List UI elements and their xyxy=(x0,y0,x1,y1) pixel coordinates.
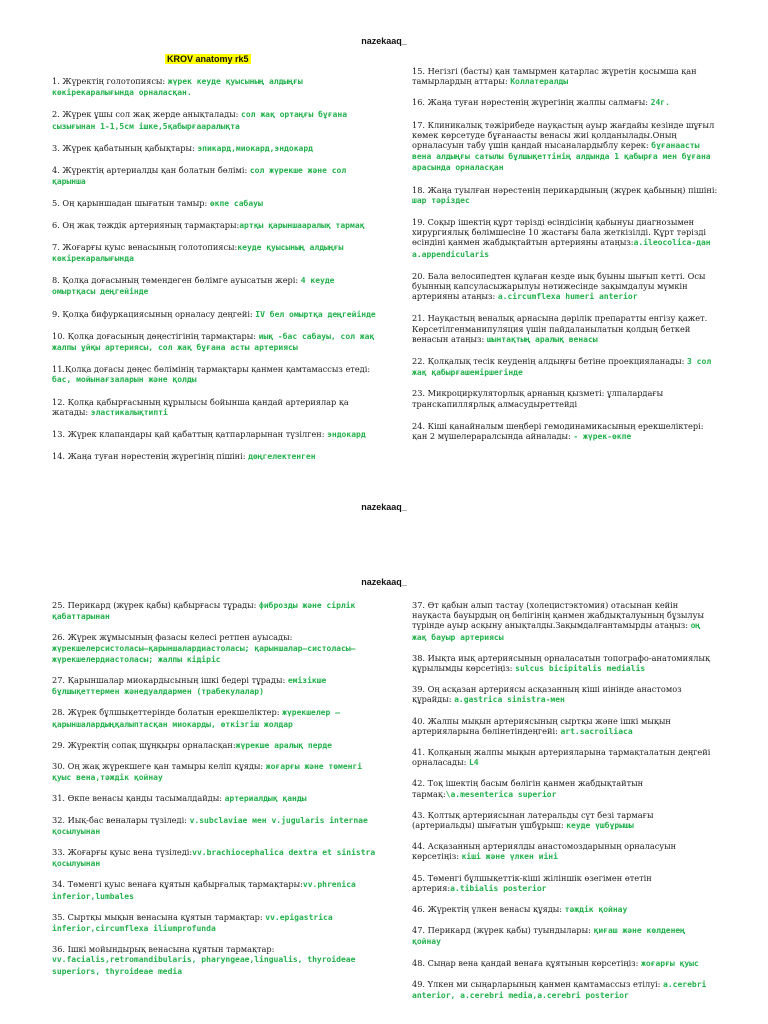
question-item xyxy=(52,879,380,901)
page-header: nazekaaq_ xyxy=(361,36,407,46)
question-text: 22. Қолқалық тесік кеуденің алдыңғы бетіне проекцияланады: xyxy=(412,356,688,367)
page-header: nazekaaq_ xyxy=(361,577,407,587)
question-text: 5. Оң қарыншадан шығатын тамыр: xyxy=(52,198,210,209)
answer-text: Коллатералды xyxy=(510,77,569,87)
question-item xyxy=(52,397,380,418)
question-text: 17. Клиникалық тәжірибеде науқастың ауыр жағдайы кезінде шұғыл көмек көрсетуде бұғанаасты венасы жиі қолданылады.Оның орналасуын табу үшін қандай нысаналардыблу керек: xyxy=(412,119,715,151)
question-text: 26. Жүрек жұмысының фазасы келесі ретпен ауысады: xyxy=(52,632,293,643)
answer-text: vv.facialis,retromandibularis, pharyngeae,lingualis, thyroideae superiors, thyroideae media xyxy=(52,955,356,976)
question-item xyxy=(412,810,718,831)
question-text: 16. Жаңа туған нәрестенің жүрегінің жалпы салмағы: xyxy=(412,97,651,108)
answer-text: иық -бас сабауы, сол жақ жалпы ұйқы артериясы, сол жақ бұғана асты артериясы xyxy=(52,331,375,353)
question-text: 1. Жүректің голотопиясы: xyxy=(52,76,168,86)
question-item xyxy=(52,944,380,977)
question-item xyxy=(52,793,380,804)
answer-text: артқы қарыншааралық тармақ xyxy=(239,220,365,230)
question-text: 6. Оң жақ тәждік артерияның тармақтары: xyxy=(52,219,240,230)
question-text: 37. Өт қабын алып тастау (холецистэктомия) отасынан кейін науқаста бауырдың оң бөлігінің қанмен жабдықталуының бұзылуы түрінде ауыр асқыну анықталды.Зақымдалғантамырды атаңыз: xyxy=(412,600,704,631)
question-item xyxy=(412,271,718,303)
answer-text: vv.phrenica inferior,lumbales xyxy=(52,880,356,901)
question-text: 34. Төменгі қуыс венаға құятын қабырғалық тармақтары: xyxy=(52,879,303,890)
question-text: 12. Қолқа қабырғасының құрылысы бойынша қандай артериялар қа жатады: xyxy=(52,396,349,417)
answer-text: sulcus bicipitalis medialis xyxy=(515,664,646,674)
question-text: 43. Қолтық артериясынан латеральды сүт безі тармағы (артериальды) шығатын үшбұрыш: xyxy=(412,809,654,831)
answer-text: жүрекшелерсистоласы–қарыншалардиастоласы; қарыншалар–систоласы–жүрекшелердиастоласы; жалпы кідіріс xyxy=(52,643,356,664)
answer-text: жүрекшелер –қарыншалардыңқалыптасқан миокарды, өткізгіш жолдар xyxy=(52,708,340,729)
question-item xyxy=(412,356,718,378)
question-text: 27. Қарыншалар миокардысының ішкі бедері тұрады: xyxy=(52,675,288,686)
question-item xyxy=(412,600,718,643)
question-item xyxy=(412,185,718,206)
answer-text: емізікше бұлшықеттермен жәнедуалдармен (трабекулалар) xyxy=(52,676,327,697)
question-item xyxy=(52,675,380,697)
question-text: 4. Жүректің артериалды қан болатын бөлімі: xyxy=(52,165,250,176)
question-text: 23. Микроциркуляторлық арнаның қызметі: ұлпалардағы транскапиллярлық алмасудыреттейді xyxy=(412,388,664,409)
question-text: 2. Жүрек ұшы сол жақ жерде анықталады: xyxy=(52,109,242,120)
page-footer: nazekaaq_ xyxy=(361,502,407,512)
question-item xyxy=(52,707,380,729)
question-item xyxy=(412,747,718,768)
question-text: 7. Жоғарғы қуыс венасының голотопиясы: xyxy=(52,241,238,252)
question-text: 42. Тоқ ішектің басым бөлігін қанмен жабдықтайтын тармақ: xyxy=(412,778,644,799)
answer-text: бас, мойынағзаларын және қолды xyxy=(52,375,197,385)
question-item xyxy=(52,632,380,665)
question-item xyxy=(52,76,380,98)
question-text: 39. Оң асқазан артериясы асқазанның кіші иінінде анастомоз құрайды: xyxy=(412,684,682,705)
question-text: 3. Жүрек қабатының қабықтары: xyxy=(52,142,198,153)
question-text: 35. Сыртқы мықын венасына құятын тармақтар: xyxy=(52,911,266,922)
answer-text: сол жақ ортаңғы бұғана сызығынан 1-1,5см ішке,5қабырғааралықта xyxy=(52,110,348,131)
question-item xyxy=(52,275,380,297)
question-item xyxy=(412,925,718,947)
question-text: 40. Жалпы мықын артериясының сыртқы және ішкі мықын артерияларына бөлінетіндеңгейі: xyxy=(412,715,671,736)
answer-text: кеуде үшбұрышы xyxy=(566,821,634,831)
question-text: 38. Иықта иық артериясының орналасатын топографо-анатомиялық құрылымды көрсетіңіз: xyxy=(412,652,710,674)
answer-text: a.gastrica sinistra-мен xyxy=(454,695,565,705)
question-text: 14. Жаңа туған нәрестенің жүрегінің пішіні: xyxy=(52,451,249,462)
answer-text: жоғарғы және төменгі қуыс вена,тәждік қойнау xyxy=(52,762,363,783)
question-item xyxy=(412,873,718,894)
question-item xyxy=(52,815,380,837)
question-item xyxy=(412,421,718,442)
question-item xyxy=(52,109,380,131)
answer-text: 24г. xyxy=(650,98,670,108)
answer-text: қиғаш және көлденең қойнау xyxy=(412,926,686,947)
answer-text: эндокард xyxy=(327,430,366,440)
question-item xyxy=(52,451,380,462)
answer-text: бұғанаасты вена алдыңғы сатылы бұлшықеттінің алдында 1 қабырға мен бұғана арасында орналасқан xyxy=(412,141,711,173)
question-item xyxy=(412,120,718,174)
question-text: 47. Перикард (жүрек қабы) туындылары: xyxy=(412,925,594,936)
question-item xyxy=(412,388,718,409)
answer-text: жүрекше аралық перде xyxy=(235,740,332,750)
doc-title: KROV anatomy rk5 xyxy=(167,54,249,64)
answer-text: артериалдық қанды xyxy=(224,794,307,804)
answer-text: фиброзды және сірлік қабаттарынан xyxy=(52,601,356,622)
answer-text: тәждік қойнау xyxy=(564,905,628,915)
question-text: 31. Өкпе венасы қанды тасымалдайды: xyxy=(52,793,225,804)
left-column xyxy=(52,600,380,977)
question-item xyxy=(52,429,380,440)
answer-text: шынтақтың аралық венасы xyxy=(486,334,598,344)
question-text: 21. Науқастың веналық арнасына дәрілік препаратты енгізу қажет. Көрсетілгенманипуляция үшін пайдаланылатын қолдың беткей венасын атаңыз: xyxy=(412,313,708,344)
question-item xyxy=(52,309,380,320)
question-text: 45. Төменгі бұлшықеттік-кіші жіліншік өзегімен өтетін артерия: xyxy=(412,872,652,893)
question-item xyxy=(412,716,718,737)
answer-text: дөңгелектенген xyxy=(248,452,316,462)
question-item xyxy=(52,165,380,187)
answer-text: \a.mesenterica superior xyxy=(445,789,557,799)
question-text: 48. Сыңар вена қандай венаға құятынын көрсетіңіз: xyxy=(412,957,642,968)
answer-text: жоғарғы қуыс xyxy=(641,958,699,968)
answer-text: кеуде қуысының алдыңғы көкірекаралығында xyxy=(52,242,344,264)
question-item xyxy=(52,220,380,231)
question-text: 19. Соқыр ішектің құрт тәрізді өсіндісінің қабынуы диагнозымен хирургиялық бөлімшесіне 10 жастағы бала жеткізілді. Құрт тәрізді өсіндіні қанмен жабдықтайтын артерияны атаңыз: xyxy=(412,217,706,248)
question-item xyxy=(412,904,718,915)
question-item xyxy=(412,684,718,705)
question-text: 8. Қолқа доғасының төмендеген бөлімге ауысатын жері: xyxy=(52,275,301,286)
answer-text: кіші және үлкен иіні xyxy=(461,852,558,862)
question-text: 15. Негізгі (басты) қан тамырмен қатарлас жүретін қосымша қан тамырлардың аттары: xyxy=(412,66,697,87)
answer-text: vv.epigastrica inferior,circumflexa iliumprofunda xyxy=(52,912,333,934)
question-text: 46. Жүректің үлкен венасы құяды: xyxy=(412,904,565,915)
answer-text: 4 кеуде омыртқасы деңгейінде xyxy=(52,276,335,297)
question-item xyxy=(412,841,718,862)
answer-text: эластикалықтипті xyxy=(90,407,168,417)
question-text: 30. Оң жақ жүрекшеге қан тамыры келіп құяды: xyxy=(52,761,266,772)
question-text: 11.Қолқа доғасы дөңес бөлімінің тармақтары қанмен қамтамассыз етеді: xyxy=(52,364,371,375)
answer-text: a.ileocolica-дан a.appendicularis xyxy=(412,238,711,259)
question-text: 20. Бала велосипедтен құлаған кезде иық буыны шығып кетті. Осы буынның капсуласыжарылуы нәтижесінде зақымдалуы мүмкін артерияны атаңыз: xyxy=(412,270,706,302)
question-item xyxy=(52,761,380,783)
answer-text: v.subclaviae мен v.jugularis internae қосылуынан xyxy=(52,815,368,836)
question-text: 13. Жүрек клапандары қай қабаттың қатпарларынан түзілген: xyxy=(52,429,328,440)
question-text: 10. Қолқа доғасының дөңестігінің тармақтары: xyxy=(52,330,259,341)
question-text: 49. Үлкен ми сыңарларының қанмен қамтамассыз етілуі: xyxy=(412,978,664,989)
question-item xyxy=(52,912,380,934)
answer-text: L4 xyxy=(468,758,479,768)
question-item xyxy=(52,600,380,622)
answer-text: эпикард,миокард,эндокард xyxy=(197,143,313,153)
answer-text: a.circumflexa humeri anterior xyxy=(497,292,638,302)
question-text: 33. Жоғарғы қуыс вена түзіледі: xyxy=(52,847,193,858)
question-text: 36. Ішкі мойындырық венасына құятын тармақтар: xyxy=(52,944,275,955)
question-item xyxy=(52,847,380,869)
question-item xyxy=(412,217,718,260)
question-item xyxy=(52,143,380,154)
question-text: 9. Қолқа бифуркациясының орналасу деңгейі: xyxy=(52,308,256,319)
left-column xyxy=(52,76,380,462)
question-item xyxy=(412,653,718,674)
answer-text: сол жүрекше және сол қарынша xyxy=(52,166,347,187)
question-text: 18. Жаңа туылған нәрестенің перикардының (жүрек қабының) пішіні: xyxy=(412,184,718,195)
question-item xyxy=(412,313,718,345)
answer-text: vv.brachiocephalica dextra et sinistra қосылуынан xyxy=(52,848,376,869)
answer-text: a.tibialis posterior xyxy=(450,883,547,893)
right-column xyxy=(412,600,718,1001)
question-item xyxy=(52,740,380,751)
question-item xyxy=(412,778,718,799)
question-text: 25. Перикард (жүрек қабы) қабырғасы тұрады: xyxy=(52,600,260,610)
right-column xyxy=(412,66,718,442)
answer-text: оң жақ бауыр артериясы xyxy=(412,621,701,642)
question-item xyxy=(52,364,380,385)
question-item xyxy=(412,958,718,969)
question-item xyxy=(52,198,380,209)
answer-text: 3 сол жақ қабырғашеміршегінде xyxy=(412,357,712,378)
answer-text: өкпе сабауы xyxy=(209,199,263,209)
question-item xyxy=(52,242,380,264)
question-item xyxy=(52,331,380,353)
answer-text: art.sacroiliaca xyxy=(560,726,633,736)
answer-text: шар тәріздес xyxy=(412,195,470,205)
question-item xyxy=(412,97,718,108)
answer-text: - жүрек-өкпе xyxy=(573,432,632,442)
question-item xyxy=(412,979,718,1001)
question-text: 24. Кіші қанайналым шеңбері гемодинамикасының ерекшеліктері: қан 2 мүшелераралсында айналады: xyxy=(412,420,704,442)
question-text: 44. Асқазанның артериялды анастомоздарының орналасуын көрсетіңіз: xyxy=(412,841,677,862)
question-item xyxy=(412,66,718,87)
page-2 xyxy=(0,512,768,1024)
question-text: 41. Қолқаның жалпы мықын артерияларына тармақталатын деңгейі орналасады: xyxy=(412,747,711,768)
question-text: 28. Жүрек бұлшықеттерінде болатын ерекшеліктер: xyxy=(52,707,283,718)
question-text: 32. Иық-бас веналары түзіледі: xyxy=(52,814,190,825)
answer-text: IV бел омыртқа деңгейінде xyxy=(255,309,376,319)
answer-text: a.cerebri anterior, a.cerebri media,a.cerebri posterior xyxy=(412,979,707,1001)
answer-text: жүрек кеуде қуысының алдыңғы көкірекаралығында орналасқан. xyxy=(52,77,303,98)
question-text: 29. Жүректің сопақ шұңқыры орналасқан: xyxy=(52,739,236,750)
